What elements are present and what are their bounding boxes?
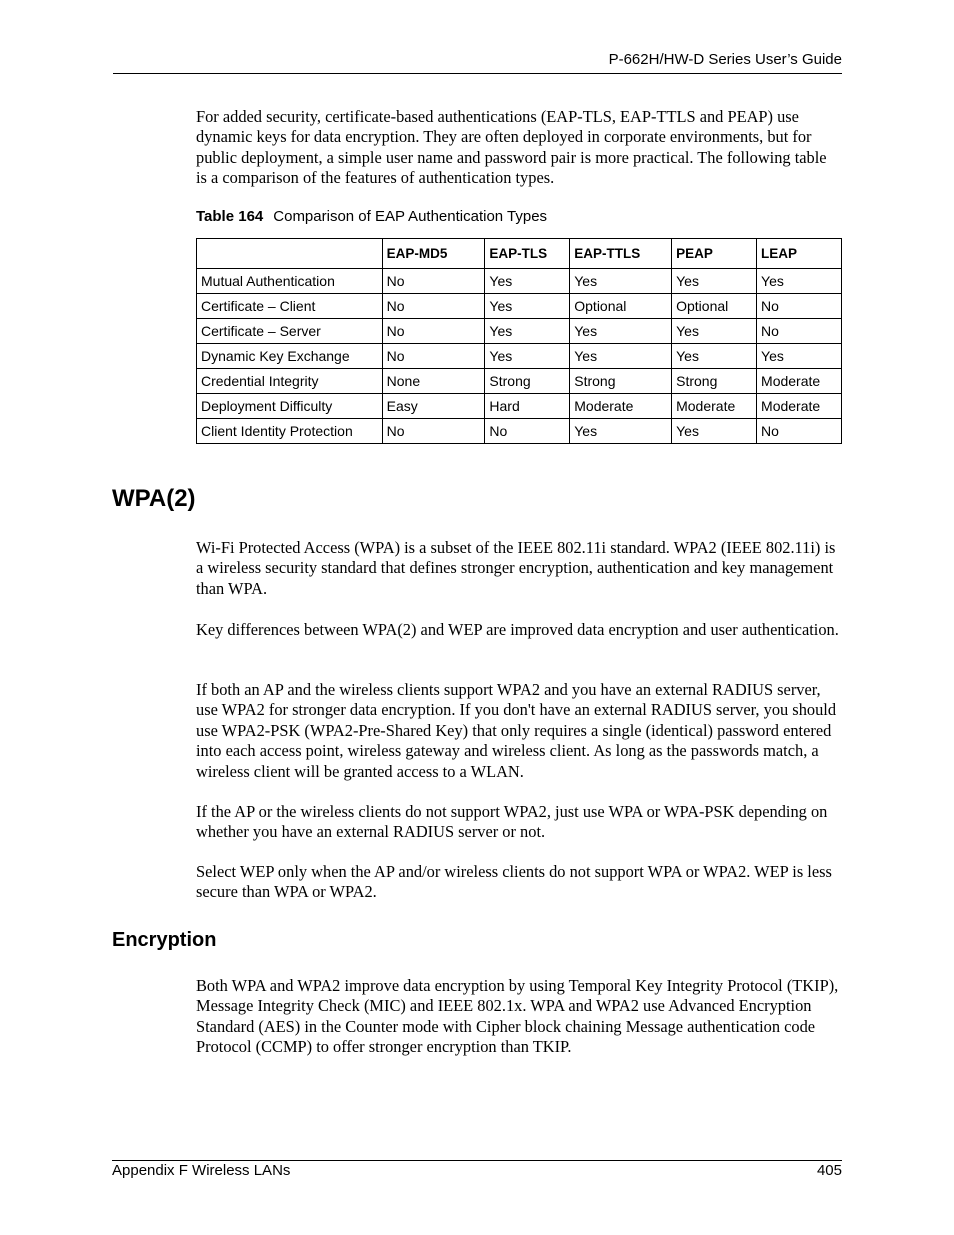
intro-paragraph: For added security, certificate-based authentications (EAP-TLS, EAP-TTLS and PEAP) use dynamic keys for data encryption. They are often deployed in corporate environments, but for public deployment, a simple user name and password pair is more practical. The following table is a comparison of the features of authentication types. bbox=[196, 107, 827, 188]
wpa-paragraph: If both an AP and the wireless clients support WPA2 and you have an external RADIUS server, use WPA2 for stronger data encryption. If you don't have an external RADIUS server, you should use WPA2-PSK (WPA2-Pre-Shared Key) that only requires a single (identical) password entered into each access point, wireless gateway and wireless client. As long as the passwords match, a wireless client will be granted access to a WLAN. bbox=[196, 680, 837, 781]
eap-comparison-table bbox=[196, 238, 842, 444]
table-cell: Certificate – Client bbox=[197, 294, 383, 319]
table-cell: Yes bbox=[570, 419, 672, 444]
table-caption-label: Table 164 bbox=[196, 208, 264, 225]
table-cell: No bbox=[757, 419, 842, 444]
table-cell: Client Identity Protection bbox=[197, 419, 383, 444]
table-cell: Yes bbox=[672, 319, 757, 344]
wpa-paragraph: Wi-Fi Protected Access (WPA) is a subset of the IEEE 802.11i standard. WPA2 (IEEE 802.11i) is a wireless security standard that defines stronger encryption, authentication and key management than WPA. bbox=[196, 538, 836, 598]
page-number: 405 bbox=[816, 1162, 842, 1179]
table-cell: No bbox=[757, 294, 842, 319]
table-cell: Strong bbox=[672, 369, 757, 394]
table-header-row bbox=[197, 239, 842, 269]
table-cell: Yes bbox=[672, 419, 757, 444]
table-cell: Yes bbox=[672, 269, 757, 294]
table-cell: Yes bbox=[485, 319, 570, 344]
header-rule bbox=[113, 73, 842, 74]
table-cell: Optional bbox=[570, 294, 672, 319]
table-cell: Yes bbox=[570, 344, 672, 369]
table-cell: Mutual Authentication bbox=[197, 269, 383, 294]
wpa-paragraph: Key differences between WPA(2) and WEP are improved data encryption and user authentication. bbox=[196, 620, 839, 639]
table-cell: Strong bbox=[570, 369, 672, 394]
table-cell: Hard bbox=[485, 394, 570, 419]
table-caption bbox=[196, 208, 547, 225]
table-cell: Yes bbox=[570, 319, 672, 344]
table-row bbox=[197, 344, 842, 369]
table-cell: No bbox=[757, 319, 842, 344]
table-header-cell: LEAP bbox=[757, 239, 842, 269]
table-cell: Deployment Difficulty bbox=[197, 394, 383, 419]
table-cell: Dynamic Key Exchange bbox=[197, 344, 383, 369]
table-cell: Moderate bbox=[570, 394, 672, 419]
table-row bbox=[197, 269, 842, 294]
table-cell: Moderate bbox=[757, 394, 842, 419]
table-row bbox=[197, 319, 842, 344]
table-cell: Certificate – Server bbox=[197, 319, 383, 344]
table-cell: No bbox=[485, 419, 570, 444]
table-cell: Yes bbox=[757, 344, 842, 369]
table-cell: Moderate bbox=[757, 369, 842, 394]
table-header-cell: EAP-TTLS bbox=[570, 239, 672, 269]
table-cell: Strong bbox=[485, 369, 570, 394]
table-cell: Yes bbox=[570, 269, 672, 294]
table-cell: Yes bbox=[485, 269, 570, 294]
table-cell: Yes bbox=[485, 344, 570, 369]
table-row bbox=[197, 419, 842, 444]
footer-section-title: Appendix F Wireless LANs bbox=[112, 1162, 291, 1179]
wpa-paragraph: Select WEP only when the AP and/or wireless clients do not support WPA or WPA2. WEP is less secure than WPA or WPA2. bbox=[196, 862, 832, 902]
table-cell: No bbox=[382, 419, 485, 444]
table-cell: Yes bbox=[485, 294, 570, 319]
table-cell: Credential Integrity bbox=[197, 369, 383, 394]
table-header-cell: EAP-MD5 bbox=[382, 239, 485, 269]
table-header-cell: EAP-TLS bbox=[485, 239, 570, 269]
table-row bbox=[197, 294, 842, 319]
table-row bbox=[197, 369, 842, 394]
table-cell: Yes bbox=[757, 269, 842, 294]
table-header-cell bbox=[197, 239, 383, 269]
table-cell: None bbox=[382, 369, 485, 394]
section-heading-wpa: WPA(2) bbox=[112, 485, 196, 512]
table-cell: Easy bbox=[382, 394, 485, 419]
table-cell: Yes bbox=[672, 344, 757, 369]
table-row bbox=[197, 394, 842, 419]
table-header-cell: PEAP bbox=[672, 239, 757, 269]
table-caption-text: Comparison of EAP Authentication Types bbox=[273, 208, 548, 225]
table-cell: No bbox=[382, 269, 485, 294]
table-cell: Optional bbox=[672, 294, 757, 319]
footer-rule bbox=[112, 1160, 842, 1161]
header-title: P-662H/HW-D Series User’s Guide bbox=[608, 51, 842, 68]
encryption-paragraph: Both WPA and WPA2 improve data encryption by using Temporal Key Integrity Protocol (TKIP), Message Integrity Check (MIC) and IEEE 802.1x. WPA and WPA2 use Advanced Encryption Standard (AES) in the Counter mode with Cipher block chaining Message authentication code Protocol (CCMP) to offer stronger encryption than TKIP. bbox=[196, 976, 839, 1057]
section-heading-encryption: Encryption bbox=[112, 929, 217, 951]
table-cell: Moderate bbox=[672, 394, 757, 419]
wpa-paragraph: If the AP or the wireless clients do not support WPA2, just use WPA or WPA-PSK depending on whether you have an external RADIUS server or not. bbox=[196, 802, 828, 842]
table-cell: No bbox=[382, 319, 485, 344]
table-cell: No bbox=[382, 294, 485, 319]
table-cell: No bbox=[382, 344, 485, 369]
